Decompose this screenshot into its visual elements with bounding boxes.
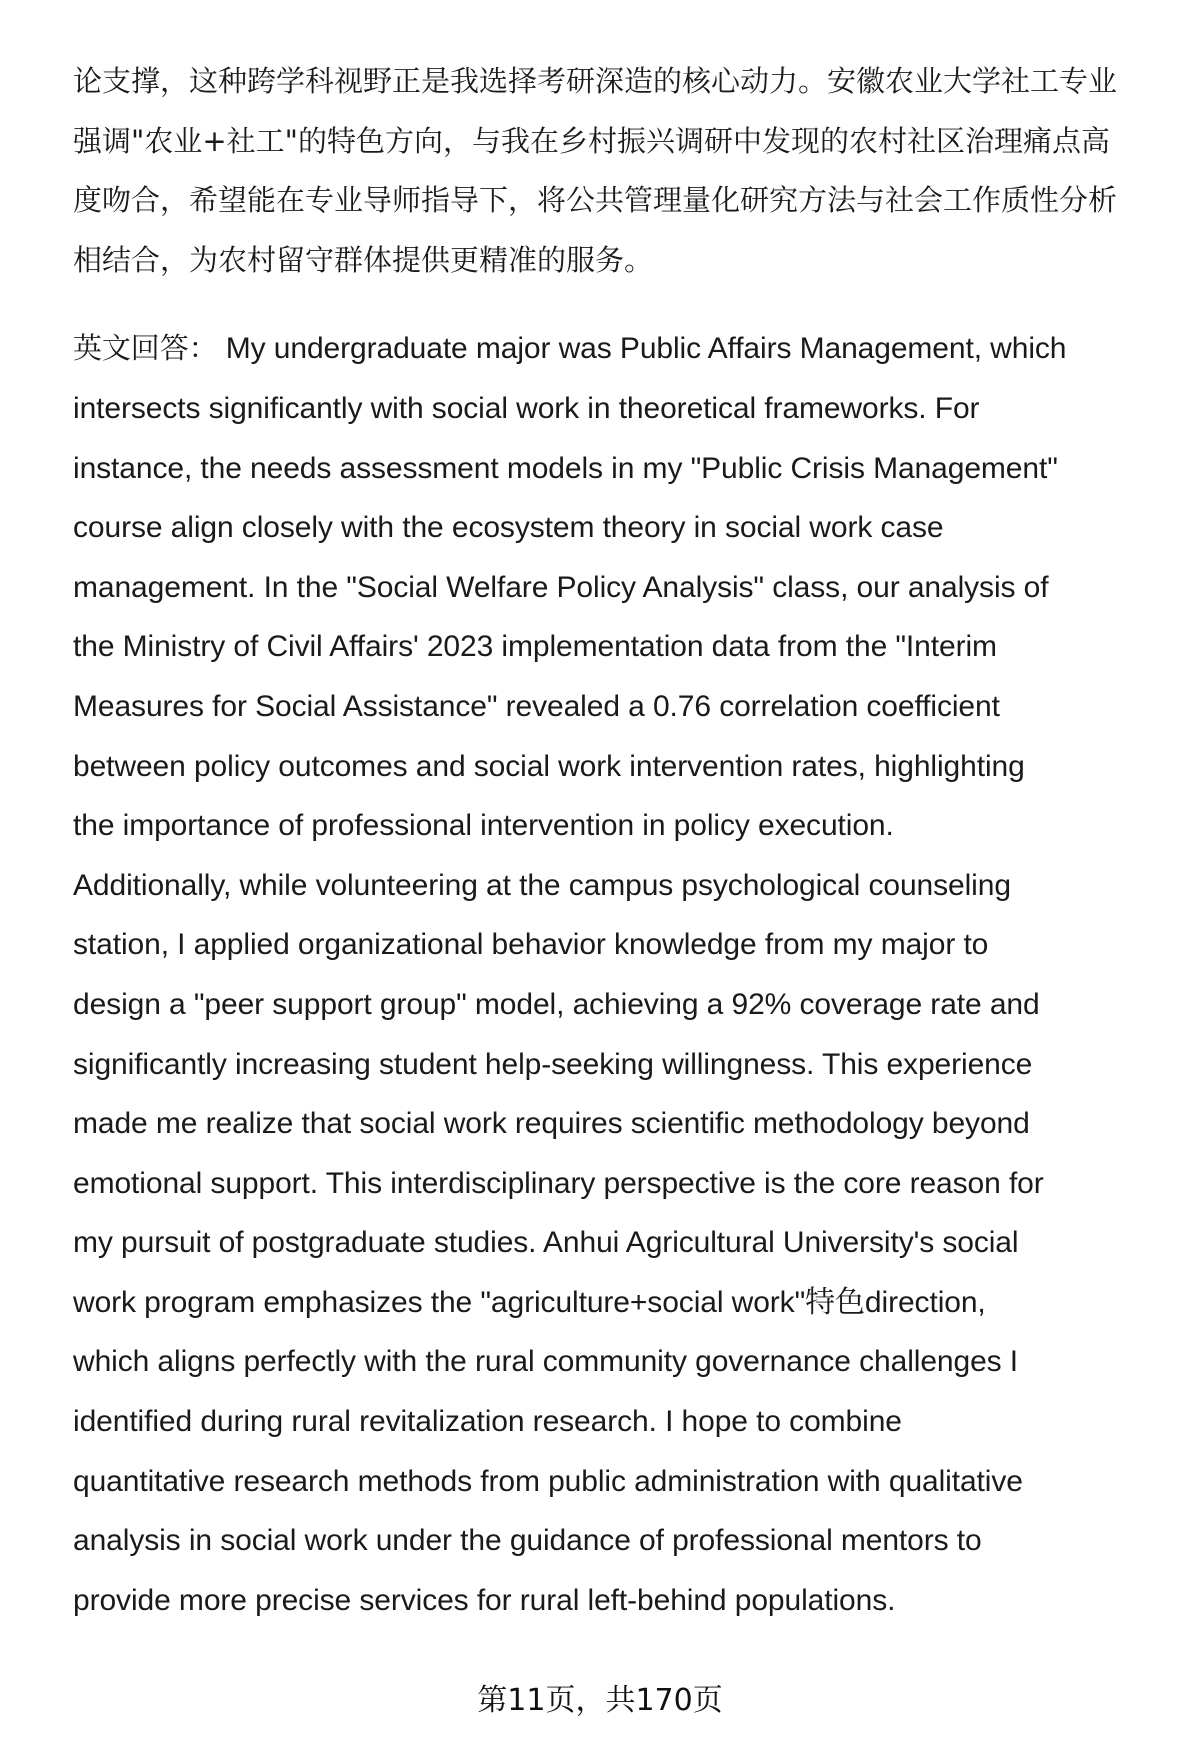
text-line: quantitative research methods from public administration with qualitative xyxy=(73,1464,1023,1498)
text-line: Measures for Social Assistance" revealed a 0.76 correlation coefficient xyxy=(73,689,1000,723)
text-line: 度吻合，希望能在专业导师指导下，将公共管理量化研究方法与社会工作质性分析 xyxy=(73,183,1118,218)
text-line: provide more precise services for rural left-behind populations. xyxy=(73,1583,896,1617)
text-line: significantly increasing student help-seeking willingness. This experience xyxy=(73,1047,1033,1081)
text-line: work program emphasizes the "agriculture+social work"特色direction, xyxy=(73,1285,986,1319)
text-line: instance, the needs assessment models in my "Public Crisis Management" xyxy=(73,451,1058,485)
text-line: the importance of professional intervention in policy execution. xyxy=(73,809,894,843)
text-line: design a "peer support group" model, achieving a 92% coverage rate and xyxy=(73,987,1040,1021)
page-number: 第11页，共170页 xyxy=(477,1683,723,1718)
text-line: analysis in social work under the guidance of professional mentors to xyxy=(73,1524,982,1558)
text-line: between policy outcomes and social work intervention rates, highlighting xyxy=(73,749,1025,783)
english-answer-paragraph xyxy=(73,319,1153,1630)
answer-label: 英文回答： xyxy=(73,331,218,366)
text-line: made me realize that social work requires scientific methodology beyond xyxy=(73,1107,1030,1141)
text-line: course align closely with the ecosystem theory in social work case xyxy=(73,511,944,545)
text-line: which aligns perfectly with the rural community governance challenges I xyxy=(73,1345,1019,1379)
text-line xyxy=(73,319,1153,379)
document-page xyxy=(73,52,1153,1630)
text-line: my pursuit of postgraduate studies. Anhui Agricultural University's social xyxy=(73,1226,1019,1260)
text-line: intersects significantly with social work in theoretical frameworks. For xyxy=(73,391,980,425)
text-line: 强调"农业+社工"的特色方向，与我在乡村振兴调研中发现的农村社区治理痛点高 xyxy=(73,123,1110,158)
text-line: the Ministry of Civil Affairs' 2023 implementation data from the "Interim xyxy=(73,630,997,664)
text-line: Additionally, while volunteering at the campus psychological counseling xyxy=(73,868,1011,902)
text-line: management. In the "Social Welfare Policy Analysis" class, our analysis of xyxy=(73,570,1049,604)
text-line: emotional support. This interdisciplinary perspective is the core reason for xyxy=(73,1166,1044,1200)
text-line: identified during rural revitalization research. I hope to combine xyxy=(73,1405,902,1439)
answer-first-line: My undergraduate major was Public Affairs Management, which xyxy=(217,332,1067,366)
text-line: 论支撑，这种跨学科视野正是我选择考研深造的核心动力。安徽农业大学社工专业 xyxy=(73,64,1118,98)
chinese-paragraph xyxy=(73,52,1153,290)
text-line: 相结合，为农村留守群体提供更精准的服务。 xyxy=(73,242,654,277)
text-line: station, I applied organizational behavior knowledge from my major to xyxy=(73,928,989,962)
